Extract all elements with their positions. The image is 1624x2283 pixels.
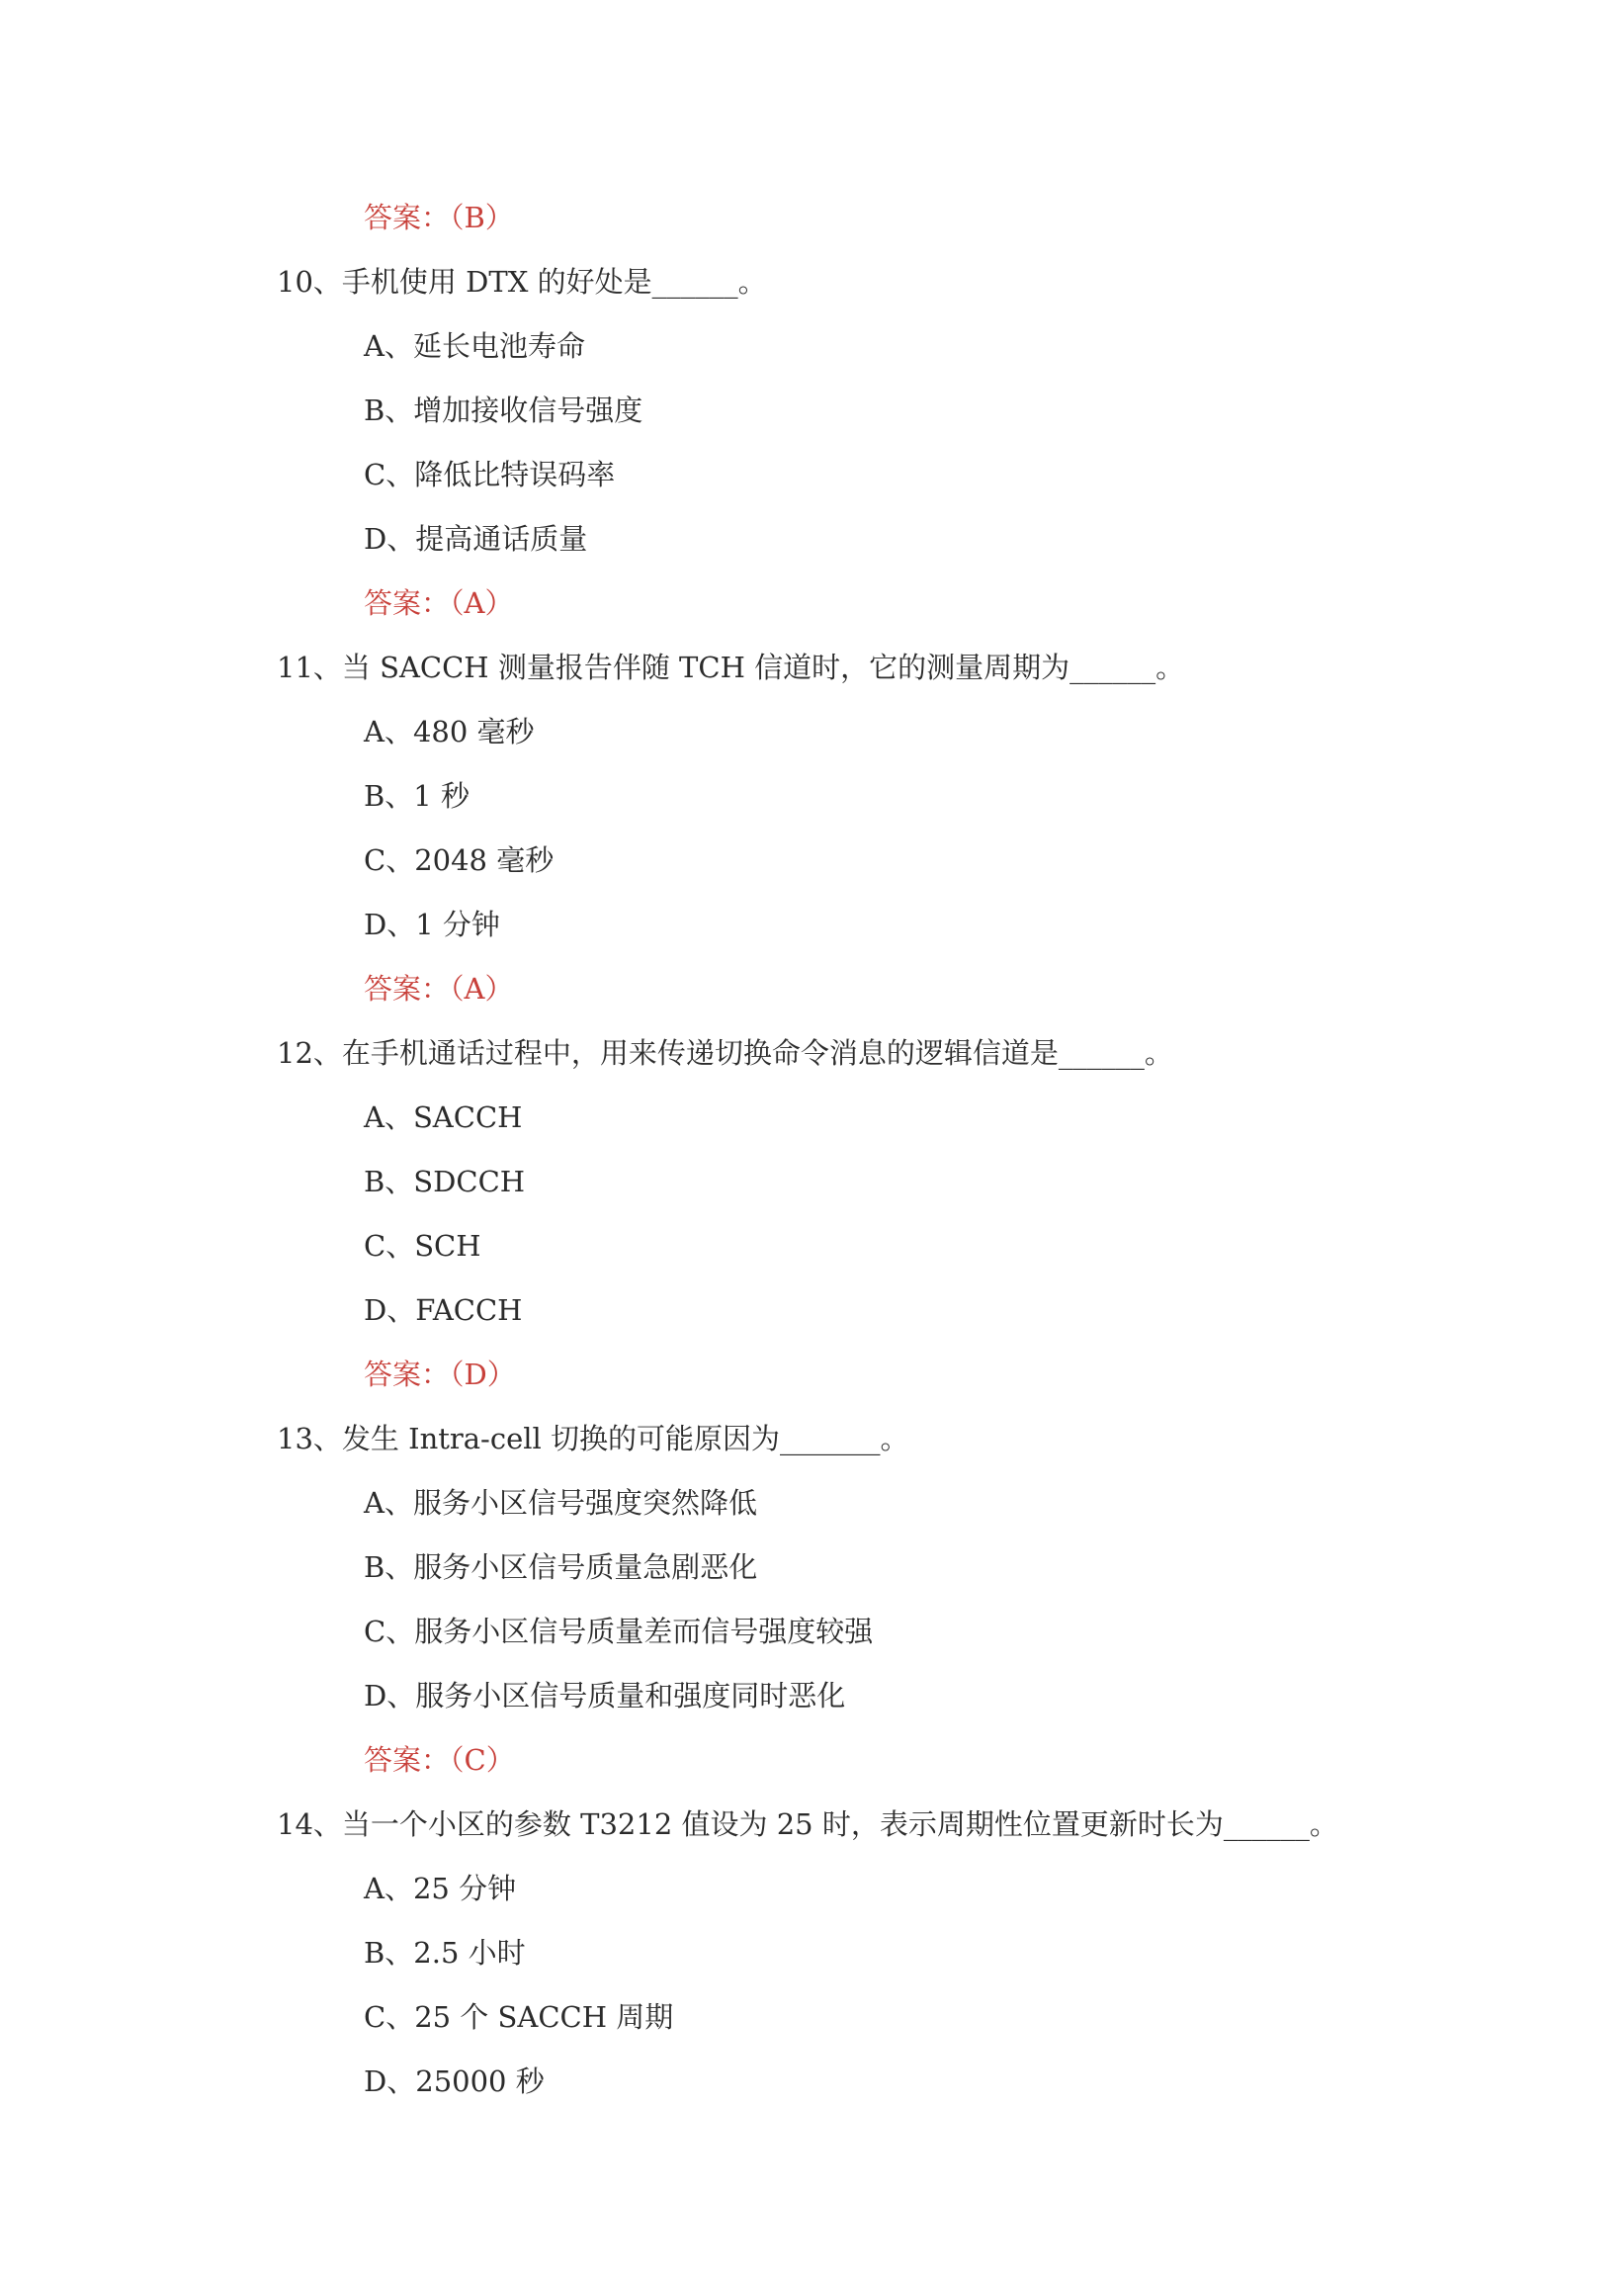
option-line: B、1 秒 <box>364 779 470 813</box>
option-line: D、25000 秒 <box>364 2064 545 2098</box>
option-line: B、2.5 小时 <box>364 1936 526 1970</box>
question-line: 10、手机使用 DTX 的好处是______。 <box>277 265 767 299</box>
option-line: A、服务小区信号强度突然降低 <box>364 1486 757 1520</box>
option-line: D、提高通话质量 <box>364 522 588 556</box>
option-line: A、SACCH <box>364 1100 523 1134</box>
option-line: A、延长电池寿命 <box>364 329 585 363</box>
option-line: C、2048 毫秒 <box>364 843 555 877</box>
question-line: 12、在手机通话过程中，用来传递切换命令消息的逻辑信道是______。 <box>277 1036 1173 1070</box>
question-line: 14、当一个小区的参数 T3212 值设为 25 时，表示周期性位置更新时长为______。 <box>277 1807 1338 1841</box>
option-line: B、SDCCH <box>364 1165 526 1198</box>
option-line: A、25 分钟 <box>364 1872 517 1905</box>
option-line: B、服务小区信号质量急剧恶化 <box>364 1550 758 1584</box>
question-line: 13、发生 Intra-cell 切换的可能原因为_______。 <box>277 1422 909 1455</box>
answer-line: 答案：（B） <box>364 201 514 234</box>
answer-line: 答案：（C） <box>364 1743 515 1777</box>
option-line: D、FACCH <box>364 1293 523 1327</box>
option-line: C、服务小区信号质量差而信号强度较强 <box>364 1615 874 1648</box>
option-line: D、1 分钟 <box>364 908 500 941</box>
option-line: C、降低比特误码率 <box>364 458 616 491</box>
option-line: B、增加接收信号强度 <box>364 394 643 427</box>
option-line: D、服务小区信号质量和强度同时恶化 <box>364 1679 846 1712</box>
answer-line: 答案：（A） <box>364 586 514 620</box>
question-line: 11、当 SACCH 测量报告伴随 TCH 信道时，它的测量周期为______。 <box>277 651 1185 684</box>
option-line: C、SCH <box>364 1229 481 1263</box>
answer-line: 答案：（A） <box>364 972 514 1006</box>
option-line: A、480 毫秒 <box>364 715 535 748</box>
option-line: C、25 个 SACCH 周期 <box>364 2000 674 2034</box>
answer-line: 答案：（D） <box>364 1358 516 1391</box>
